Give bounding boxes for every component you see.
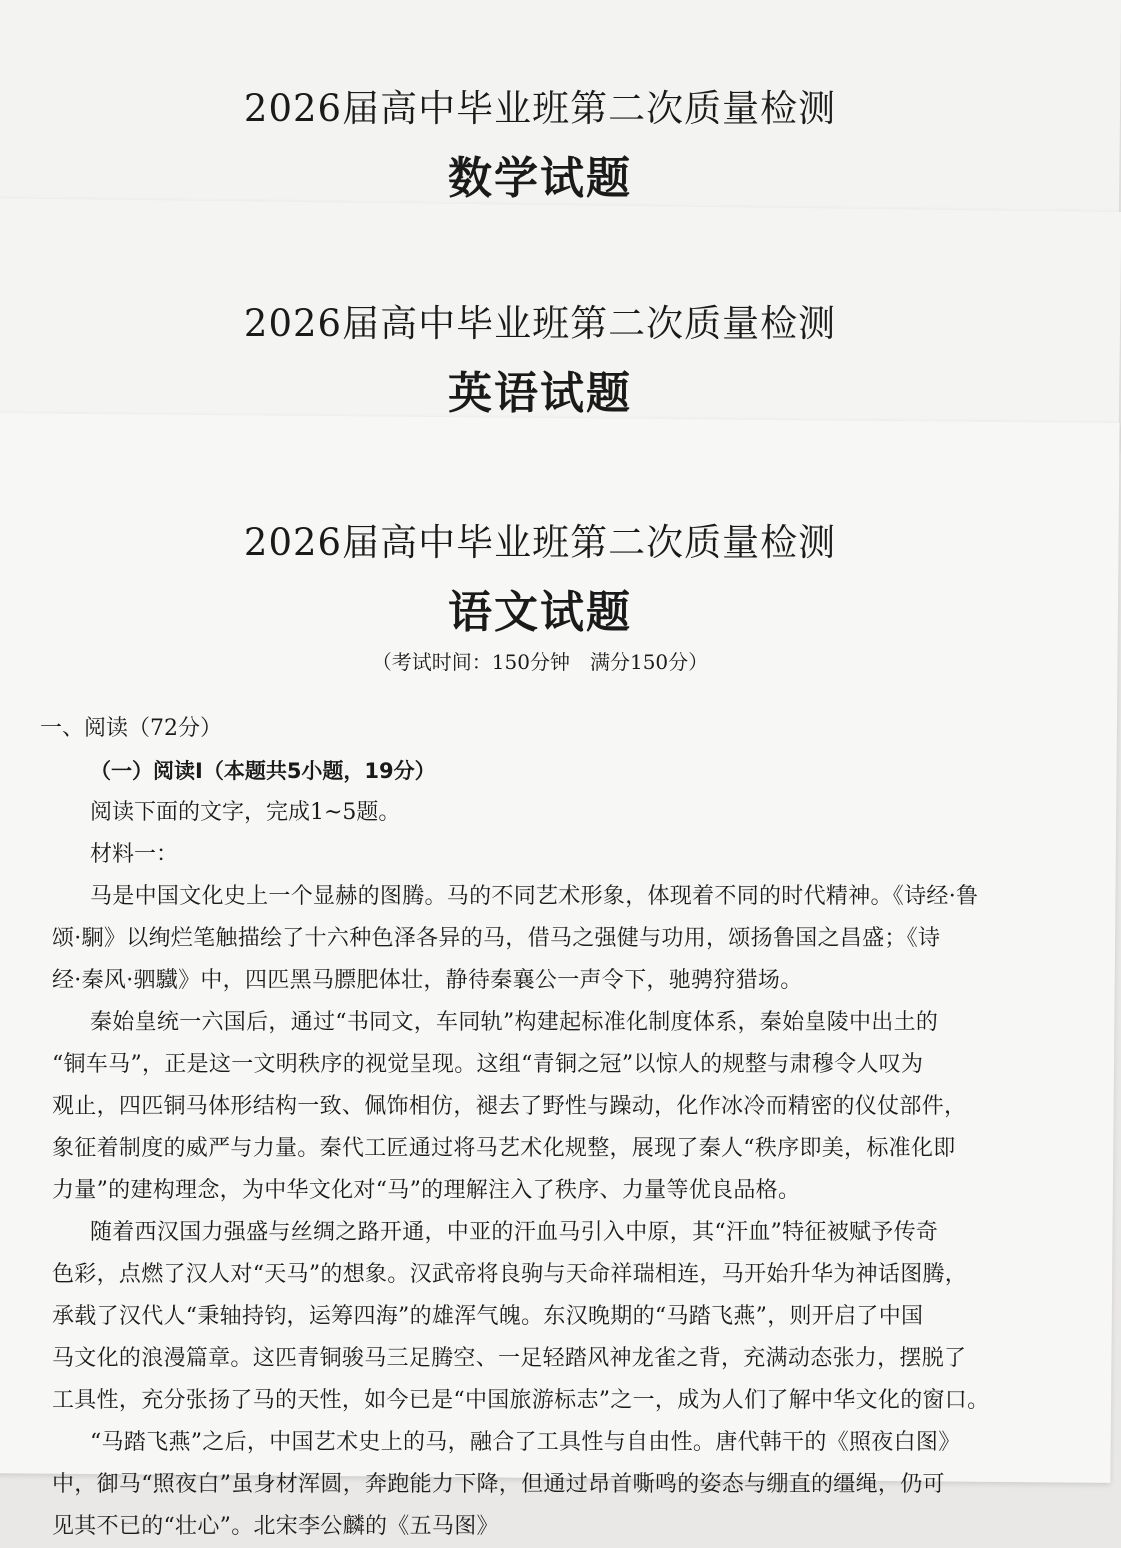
- paragraph-line: 马文化的浪漫篇章。这匹青铜骏马三足腾空、一足轻踏风神龙雀之背，充满动态张力，摆脱了: [52, 1346, 967, 1371]
- section-title: 一、阅读（72分）: [40, 716, 222, 741]
- paragraph-line: 力量”的建构理念，为中华文化对“马”的理解注入了秩序、力量等优良品格。: [52, 1178, 801, 1203]
- paragraph-line: 色彩，点燃了汉人对“天马”的想象。汉武帝将良驹与天命祥瑞相连，马开始升华为神话图腾，: [52, 1262, 968, 1287]
- material-label: 材料一：: [90, 842, 179, 867]
- paragraph-line: 随着西汉国力强盛与丝绸之路开通，中亚的汗血马引入中原，其“汗血”特征被赋予传奇: [90, 1220, 939, 1245]
- sub-section-title: （一）阅读Ⅰ（本题共5小题，19分）: [90, 759, 436, 783]
- math-exam-header: [0, 78, 1080, 206]
- math-exam-series: 2026届高中毕业班第二次质量检测: [243, 87, 837, 130]
- english-exam-series: 2026届高中毕业班第二次质量检测: [243, 302, 837, 345]
- paragraph-line: “铜车马”，正是这一文明秩序的视觉呈现。这组“青铜之冠”以惊人的规整与肃穆令人叹为: [52, 1052, 924, 1077]
- paragraph-line: 象征着制度的威严与力量。秦代工匠通过将马艺术化规整，展现了秦人“秩序即美，标准化即: [52, 1136, 956, 1161]
- paragraph-1: [40, 876, 1040, 1002]
- paragraph-3: [40, 1212, 1040, 1422]
- paragraph-4: [40, 1422, 1040, 1548]
- exam-content: [40, 708, 1040, 1548]
- reading-instruction: 阅读下面的文字，完成1~5题。: [90, 800, 401, 825]
- english-exam-header: [0, 293, 1080, 421]
- paragraph-line: 承载了汉代人“秉轴持钧，运筹四海”的雄浑气魄。东汉晚期的“马踏飞燕”，则开启了中国: [52, 1304, 924, 1329]
- exam-time-info: （考试时间：150分钟 满分150分）: [371, 650, 709, 674]
- chinese-exam-subject: 语文试题: [448, 587, 632, 638]
- paragraph-line: 马是中国文化史上一个显赫的图腾。马的不同艺术形象，体现着不同的时代精神。《诗经·鲁: [90, 884, 979, 909]
- paragraph-line: 中，御马“照夜白”虽身材浑圆，奔跑能力下降，但通过昂首嘶鸣的姿态与绷直的缰绳，仍可: [52, 1472, 945, 1497]
- chinese-exam-header: [0, 512, 1080, 675]
- math-exam-subject: 数学试题: [448, 153, 632, 204]
- paragraph-line: 观止，四匹铜马体形结构一致、佩饰相仿，褪去了野性与躁动，化作冰冷而精密的仪仗部件，: [52, 1094, 967, 1119]
- paragraph-line: 经·秦风·驷驖》中，四匹黑马膘肥体壮，静待秦襄公一声令下，驰骋狩猎场。: [52, 968, 803, 993]
- paragraph-line: 颂·駉》以绚烂笔触描绘了十六种色泽各异的马，借马之强健与功用，颂扬鲁国之昌盛；《诗: [52, 926, 941, 951]
- paragraph-line: 见其不已的“壮心”。北宋李公麟的《五马图》: [52, 1514, 499, 1539]
- paragraph-line: 秦始皇统一六国后，通过“书同文，车同轨”构建起标准化制度体系，秦始皇陵中出土的: [90, 1010, 939, 1035]
- chinese-exam-series: 2026届高中毕业班第二次质量检测: [243, 521, 837, 564]
- english-exam-subject: 英语试题: [448, 368, 632, 419]
- paragraph-line: 工具性，充分张扬了马的天性，如今已是“中国旅游标志”之一，成为人们了解中华文化的窗口。: [52, 1388, 990, 1413]
- paragraph-line: “马踏飞燕”之后，中国艺术史上的马，融合了工具性与自由性。唐代韩干的《照夜白图》: [90, 1430, 961, 1455]
- paragraph-2: [40, 1002, 1040, 1212]
